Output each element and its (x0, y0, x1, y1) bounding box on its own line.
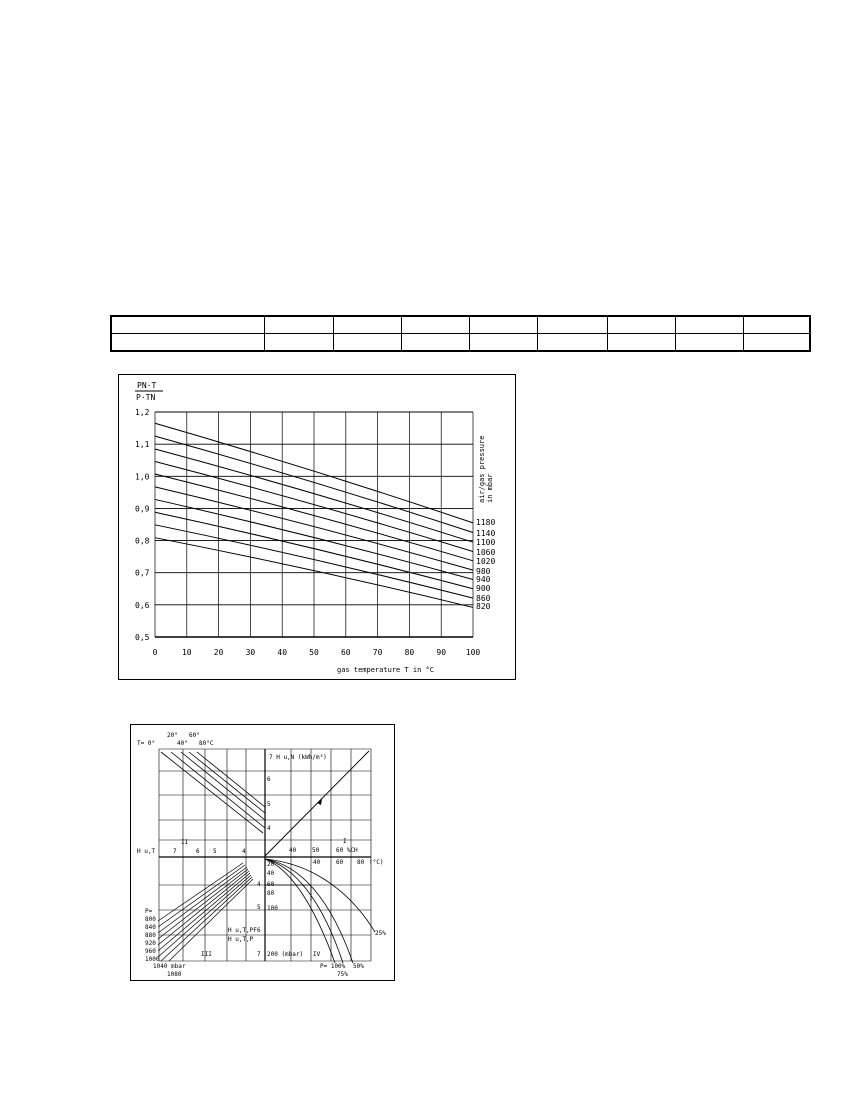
q4-x-60: 60 (336, 859, 344, 866)
q4-x-40: 40 (313, 859, 321, 866)
y-heading-numerator: PN·T (137, 381, 157, 390)
table-cell (743, 334, 810, 352)
x-tick-label: 10 (181, 648, 192, 657)
quadrant-1-arrow (317, 799, 322, 805)
pressure-label: 1080 (167, 971, 182, 978)
x-tick-label: 70 (372, 648, 383, 657)
quadrant-3-pressure-lines (158, 863, 253, 961)
series-label-820: 820 (476, 602, 491, 611)
series-label-1180: 1180 (476, 518, 496, 527)
series-label-1140: 1140 (476, 529, 496, 538)
q3-y-5: 5 (257, 904, 261, 911)
q3-roman: III (201, 951, 212, 958)
table-cell (607, 334, 675, 352)
table-row (111, 316, 810, 334)
temp-label-20: 20° (167, 732, 178, 739)
legend-title-line2: in mbar (486, 473, 494, 503)
table-cell (743, 316, 810, 334)
quadrant-2-temperature-lines (161, 752, 265, 833)
table-cell (470, 334, 538, 352)
percent-25: 25% (375, 930, 386, 937)
x-tick-label: 50 (309, 648, 319, 657)
y-tick-label: 1,0 (135, 472, 150, 482)
y-heading-denominator: P·TN (136, 393, 156, 402)
q1-tick-6: 6 (267, 776, 271, 783)
q4-y-100: 100 (267, 905, 278, 912)
q4-x-80: 80 (357, 859, 365, 866)
calorific-value-nomogram (130, 724, 395, 981)
q2-tick-5: 5 (213, 848, 217, 855)
series-label-1060: 1060 (476, 548, 496, 557)
table-cell (402, 334, 470, 352)
pressure-label: 1040 mbar (153, 963, 186, 970)
q4-y-20: 20 (267, 861, 275, 868)
table-cell (470, 316, 538, 334)
series-label-940: 940 (476, 575, 491, 584)
q1-roman: I (343, 838, 347, 845)
table-cell (334, 316, 402, 334)
q3-y-4: 4 (257, 881, 261, 888)
q4-roman: IV (313, 951, 321, 958)
q1-tick-5: 5 (267, 801, 271, 808)
percent-50: 50% (353, 963, 364, 970)
table-cell (675, 316, 743, 334)
q2-tick-6: 6 (196, 848, 200, 855)
pressure-label: 840 (145, 924, 156, 931)
x-axis-label: gas temperature T in °C (337, 666, 434, 674)
table-cell (538, 316, 607, 334)
table-cell (402, 316, 470, 334)
table-cell (111, 316, 265, 334)
q3-label-htp: H u,T,P (228, 936, 254, 943)
y-tick-label: 0,6 (135, 600, 150, 610)
q2-roman: II (181, 839, 189, 846)
y-tick-label: 1,2 (135, 408, 150, 417)
x-tick-label: 0 (152, 648, 158, 657)
table-row (111, 334, 810, 352)
q2-tick-4: 4 (242, 848, 246, 855)
q4-y-80: 80 (267, 890, 275, 897)
table-cell (111, 334, 265, 352)
q3-y-7: 7 (257, 951, 261, 958)
pressure-label: 880 (145, 932, 156, 939)
pressure-label: 960 (145, 948, 156, 955)
table-cell (538, 334, 607, 352)
q1-top-x-40: 40 (289, 847, 297, 854)
y-tick-label: 0,8 (135, 536, 150, 546)
y-tick-label: 0,5 (135, 633, 150, 642)
x-tick-label: 60 (340, 648, 351, 657)
q4-y-200: 200 (mbar) (267, 951, 304, 958)
q1-label: 7 H u,N (kWh/m³) (269, 754, 327, 761)
q1-top-x-50: 50 (312, 847, 320, 854)
series-label-900: 900 (476, 584, 491, 593)
temp-label-40: 40° (177, 740, 188, 747)
q2-tick-7: 7 (173, 848, 177, 855)
q4-y-40: 40 (267, 870, 275, 877)
x-tick-label: 40 (277, 648, 288, 657)
blank-data-table (110, 315, 811, 352)
series-label-1100: 1100 (476, 538, 496, 547)
table-cell (607, 316, 675, 334)
x-tick-label: 80 (404, 648, 415, 657)
temp-label-60: 60° (189, 732, 200, 739)
q3-y-6: 6 (257, 927, 261, 934)
compressibility-chart (118, 374, 516, 680)
temp-label-0: T= 0° (137, 740, 156, 747)
legend-title-line1: air/gas pressure (478, 435, 486, 503)
temp-label-80: 80°C (199, 740, 214, 747)
x-tick-label: 100 (465, 648, 481, 657)
chart-series (155, 423, 495, 611)
series-label-1020: 1020 (476, 557, 496, 566)
q3-label-htpf: H u,T,PF (228, 927, 257, 934)
x-tick-label: 20 (213, 648, 224, 657)
q4-x-unit: (°C) (369, 859, 384, 866)
pressure-label: 800 (145, 916, 156, 923)
series-label-980: 980 (476, 567, 491, 576)
x-tick-label: 30 (245, 648, 256, 657)
pressure-label: 1000 (145, 956, 160, 963)
table-cell (265, 316, 334, 334)
q1-tick-4: 4 (267, 825, 271, 832)
y-tick-label: 1,1 (135, 440, 150, 450)
q1-right-label: 60 %CH (336, 847, 358, 854)
series-label-860: 860 (476, 594, 491, 603)
q4-y-60: 60 (267, 881, 275, 888)
quadrant-4-curves (265, 859, 375, 963)
table-cell (334, 334, 402, 352)
q2-axis-label: H u,T (137, 848, 156, 855)
percent-100: P= 100% (320, 963, 346, 970)
x-tick-label: 90 (436, 648, 447, 657)
table-cell (675, 334, 743, 352)
table-cell (265, 334, 334, 352)
y-tick-label: 0,9 (135, 504, 150, 514)
chart-grid (155, 412, 473, 637)
y-tick-label: 0,7 (135, 568, 150, 578)
pressure-label: P= (145, 908, 153, 915)
pressure-label: 920 (145, 940, 156, 947)
percent-75: 75% (337, 971, 348, 978)
